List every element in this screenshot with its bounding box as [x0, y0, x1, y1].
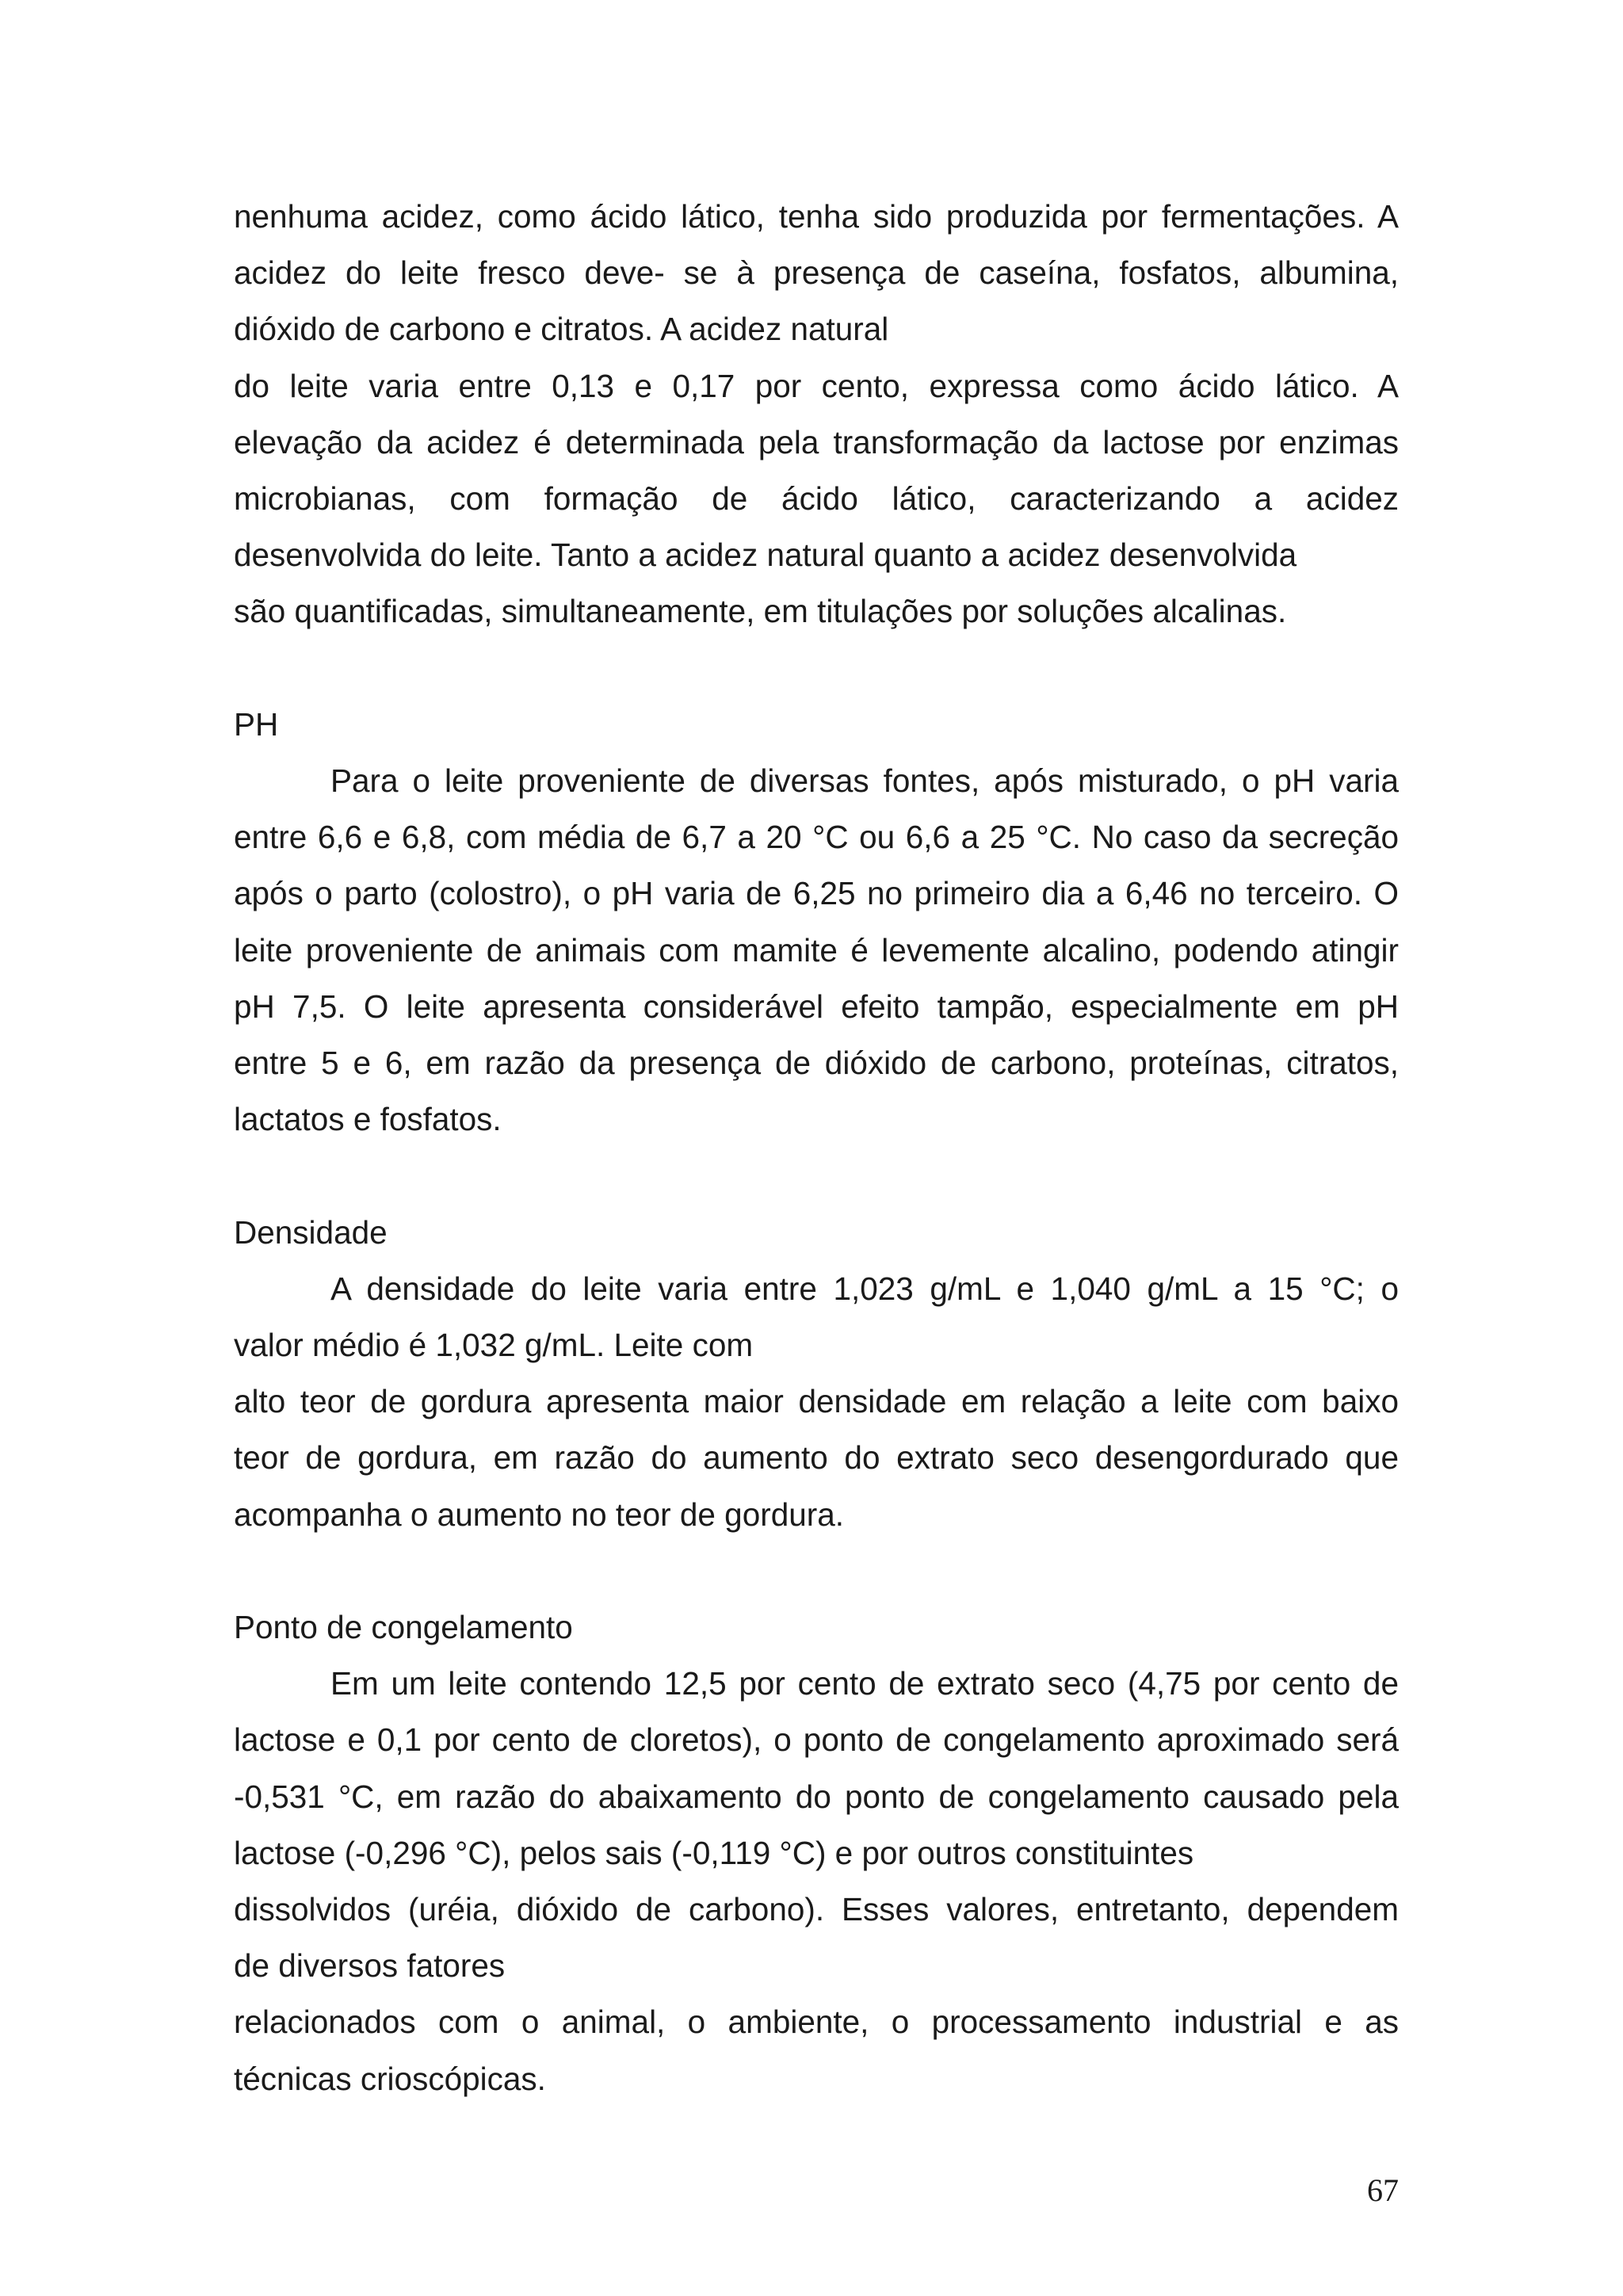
text-line: lactatos e fosfatos. — [234, 1101, 502, 1138]
paragraph-gap — [234, 640, 1399, 697]
text-line: do leite varia entre 0,13 e 0,17 por cento, expressa como ácido lático. A — [234, 367, 1399, 404]
text-line: após o parto (colostro), o pH varia de 6,25 no primeiro dia a 6,46 no terceiro. O — [234, 875, 1399, 912]
density-paragraph — [234, 1261, 1399, 1543]
text-line: nenhuma acidez, como ácido lático, tenha sido produzida por fermentações. A — [234, 198, 1399, 235]
text-line: alto teor de gordura apresenta maior densidade em relação a leite com baixo — [234, 1383, 1399, 1420]
freezing-point-paragraph — [234, 1656, 1399, 2107]
text-line: elevação da acidez é determinada pela transformação da lactose por enzimas — [234, 423, 1399, 460]
text-line: relacionados com o animal, o ambiente, o processamento industrial e as — [234, 2004, 1399, 2041]
paragraph-gap — [234, 1148, 1399, 1204]
section-heading-freezing-point: Ponto de congelamento — [234, 1609, 573, 1646]
text-line: acidez do leite fresco deve- se à presença de caseína, fosfatos, albumina, — [234, 254, 1399, 292]
text-line: valor médio é 1,032 g/mL. Leite com — [234, 1327, 754, 1364]
page-body — [234, 189, 1399, 2107]
text-line: pH 7,5. O leite apresenta considerável efeito tampão, especialmente em pH — [234, 988, 1399, 1025]
section-heading-ph: PH — [234, 705, 279, 743]
text-line: leite proveniente de animais com mamite é levemente alcalino, podendo atingir — [234, 931, 1399, 968]
text-line: Em um leite contendo 12,5 por cento de extrato seco (4,75 por cento de — [330, 1665, 1399, 1702]
acidity-paragraph — [234, 189, 1399, 640]
text-line: A densidade do leite varia entre 1,023 g/mL e 1,040 g/mL a 15 °C; o — [330, 1270, 1399, 1307]
text-line: de diversos fatores — [234, 1947, 506, 1985]
text-line: são quantificadas, simultaneamente, em titulações por soluções alcalinas. — [234, 593, 1287, 630]
text-line: Para o leite proveniente de diversas fontes, após misturado, o pH varia — [330, 762, 1399, 800]
text-line: entre 6,6 e 6,8, com média de 6,7 a 20 °C ou 6,6 a 25 °C. No caso da secreção — [234, 819, 1399, 856]
paragraph-gap — [234, 1543, 1399, 1599]
page-number: 67 — [1367, 2172, 1399, 2208]
ph-paragraph — [234, 753, 1399, 1148]
text-line: acompanha o aumento no teor de gordura. — [234, 1496, 845, 1533]
text-line: dióxido de carbono e citratos. A acidez natural — [234, 311, 889, 348]
text-line: técnicas crioscópicas. — [234, 2060, 546, 2097]
text-line: microbianas, com formação de ácido lático, caracterizando a acidez — [234, 480, 1399, 518]
text-line: lactose e 0,1 por cento de cloretos), o ponto de congelamento aproximado será — [234, 1721, 1399, 1759]
text-line: entre 5 e 6, em razão da presença de dióxido de carbono, proteínas, citratos, — [234, 1045, 1399, 1082]
text-line: dissolvidos (uréia, dióxido de carbono). Esses valores, entretanto, dependem — [234, 1891, 1399, 1928]
text-line: lactose (-0,296 °C), pelos sais (-0,119 °C) e por outros constituintes — [234, 1834, 1194, 1871]
text-line: -0,531 °C, em razão do abaixamento do ponto de congelamento causado pela — [234, 1778, 1399, 1815]
text-line: teor de gordura, em razão do aumento do extrato seco desengordurado que — [234, 1439, 1399, 1477]
text-line: desenvolvida do leite. Tanto a acidez natural quanto a acidez desenvolvida — [234, 537, 1297, 574]
section-heading-density: Densidade — [234, 1213, 388, 1251]
